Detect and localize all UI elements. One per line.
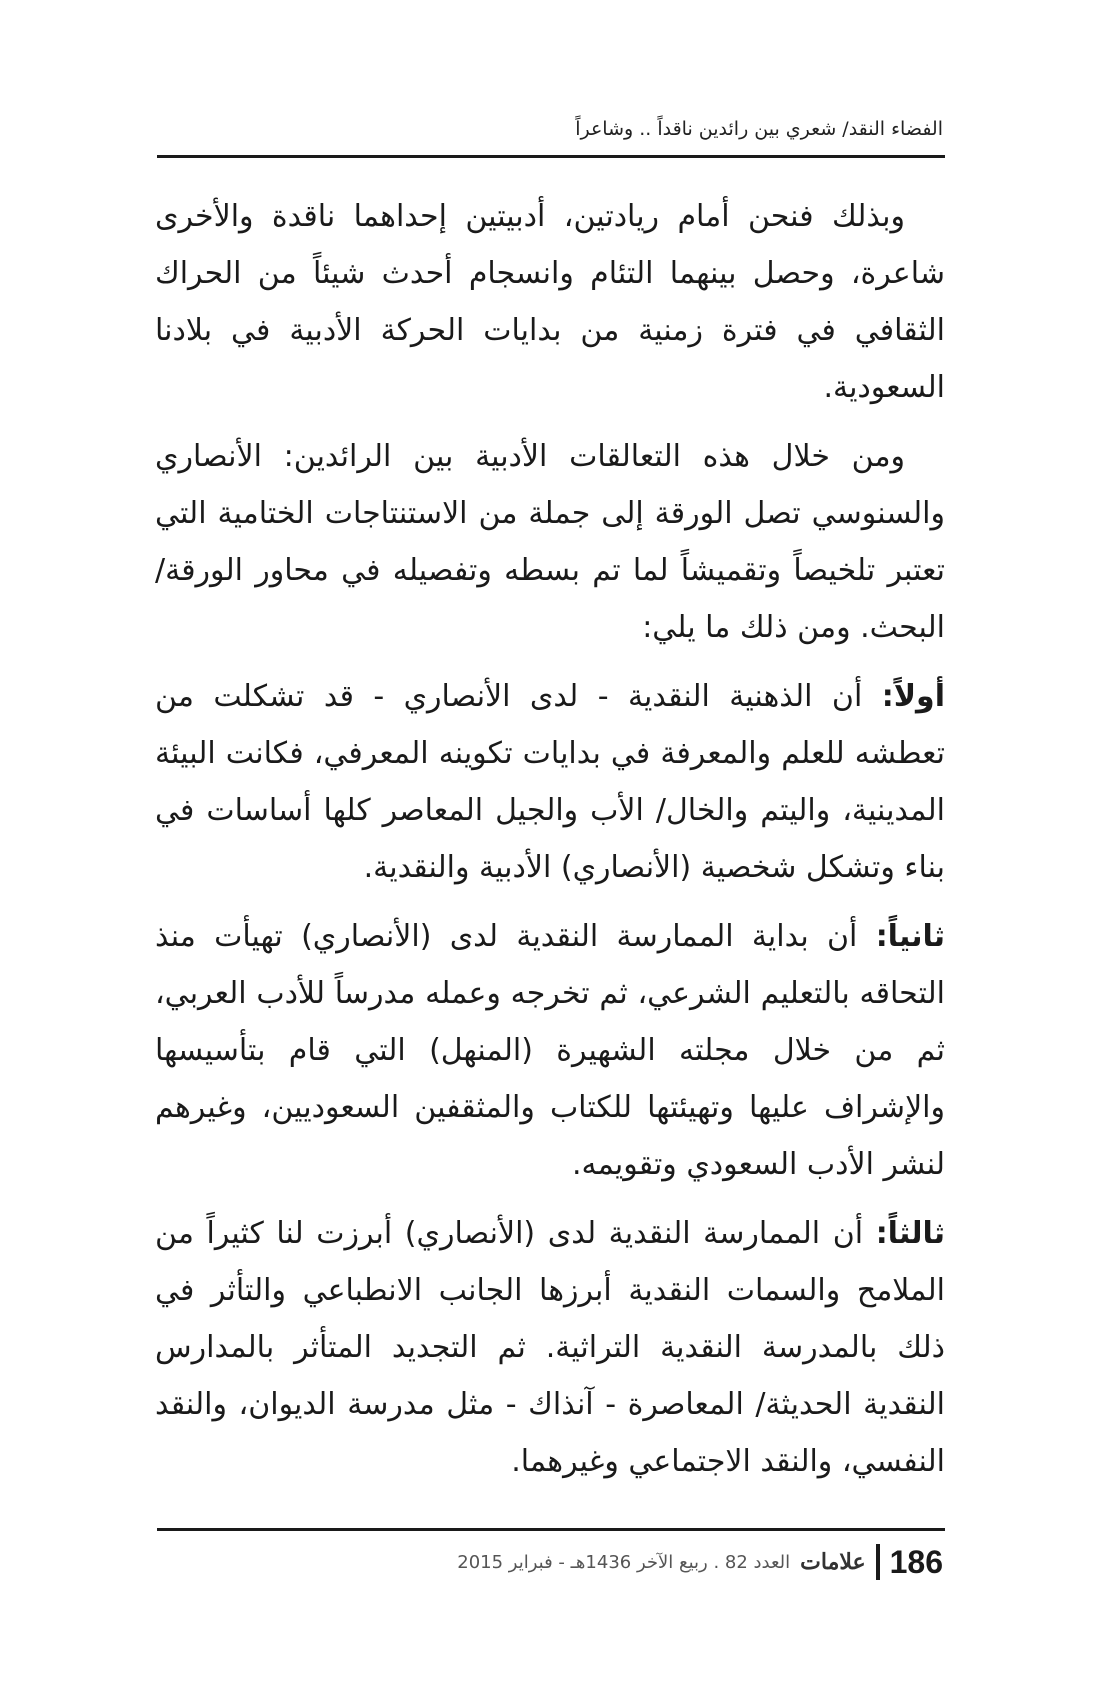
paragraph-text: أن بداية الممارسة النقدية لدى (الأنصاري) تهيأت منذ التحاقه بالتعليم الشرعي، ثم تخرجه وعمله مدرساً للأدب العربي، ثم من خلال مجلته الشهيرة (المنهل) التي قام بتأسيسها والإشراف عليها وتهيئتها للكتاب والمثقفين السعوديين، وغيرهم لنشر الأدب السعودي وتقويمه. [155,919,945,1182]
page-number: 186 [889,1543,943,1580]
paragraph-3 [155,668,945,896]
footer-rule [157,1528,945,1531]
paragraph-text: وبذلك فنحن أمام ريادتين، أدبيتين إحداهما ناقدة والأخرى شاعرة، وحصل بينهما التئام وانسجام أحدث شيئاً من الحراك الثقافي في فترة زمنية من بدايات الحركة الأدبية في بلادنا السعودية. [155,199,945,405]
running-head: الفضاء النقد/ شعري بين رائدين ناقداً .. وشاعراً [575,118,943,140]
paragraph-lead: أولاً: [881,679,945,714]
paragraph-lead: ثانياً: [875,919,945,954]
journal-logo: علامات [800,1549,866,1575]
footer-divider [876,1544,880,1580]
paragraph-4 [155,908,945,1193]
paragraph-5 [155,1205,945,1490]
body-text [155,188,945,1502]
paragraph-text: ومن خلال هذه التعالقات الأدبية بين الرائدين: الأنصاري والسنوسي تصل الورقة إلى جملة من الاستنتاجات الختامية التي تعتبر تلخيصاً وتقميشاً لما تم بسطه وتفصيله في محاور الورقة/ البحث. ومن ذلك ما يلي: [155,439,945,645]
header-rule [157,155,945,158]
page-footer [153,1540,943,1584]
paragraph-1 [155,188,945,416]
paragraph-2 [155,428,945,656]
paragraph-text: أن الممارسة النقدية لدى (الأنصاري) أبرزت لنا كثيراً من الملامح والسمات النقدية أبرزها الجانب الانطباعي والتأثر في ذلك بالمدرسة النقدية التراثية. ثم التجديد المتأثر بالمدارس النقدية الحديثة/ المعاصرة - آنذاك - مثل مدرسة الديوان، والنقد النفسي، والنقد الاجتماعي وغيرهما. [155,1216,945,1479]
paragraph-lead: ثالثاً: [875,1216,945,1251]
paragraph-text: أن الذهنية النقدية - لدى الأنصاري - قد تشكلت من تعطشه للعلم والمعرفة في بدايات تكوينه المعرفي، فكانت البيئة المدينية، واليتم والخال/ الأب والجيل المعاصر كلها أساسات في بناء وتشكل شخصية (الأنصاري) الأدبية والنقدية. [155,679,945,885]
issue-info: العدد 82 . ربيع الآخر 1436هـ - فبراير 2015 [457,1551,791,1573]
